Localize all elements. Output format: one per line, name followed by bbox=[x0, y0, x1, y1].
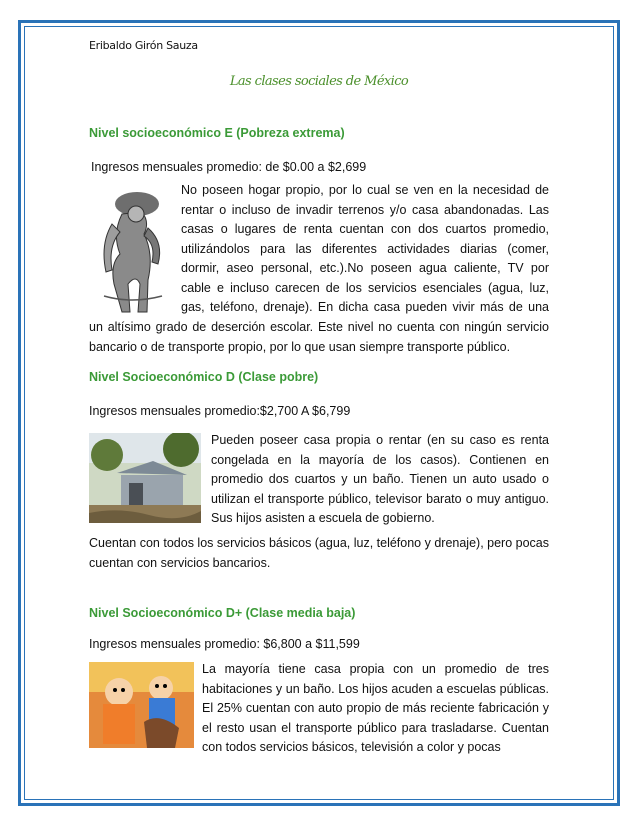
section-e-wrap-text: No poseen hogar propio, por lo cual se ven en la necesidad de rentar o incluso de invadir terrenos y/o casa abandonadas. Las casas o lugares de renta cuentan con dos cuartos promedio, utilizándolos para las diferentes actividades diarias (comer, dormir, aseo personal, etc.).No poseen agua caliente, TV por cable e incluso carecen de los servicios esenciales (agua, luz, gas, teléfono, drenaje). En dicha casa pueden vivir más de una bbox=[181, 183, 549, 314]
header-author: Eribaldo Girón Sauza bbox=[89, 39, 198, 52]
section-d-wrap-text: Pueden poseer casa propia o rentar (en su caso es renta congelada en la mayoría de los casos). Contienen en promedio dos cuartos y un baño. Tienen un auto usado o utilizan el transporte público, televisor barato o muy antiguo. Sus hijos asisten a escuela de gobierno. bbox=[211, 433, 549, 525]
section-e-full-text: un altísimo grado de deserción escolar. Este nivel no cuenta con ningún servicio bancario o de transporte propio, por lo que usan siempre transporte público. bbox=[89, 320, 549, 354]
section-e-heading: Nivel socioeconómico E (Pobreza extrema) bbox=[89, 126, 345, 140]
section-dplus-wrap-text: La mayoría tiene casa propia con un promedio de tres habitaciones y un baño. Los hijos acuden a escuelas públicas. El 25% cuentan con auto propio de más reciente fabricación y el resto usan el transporte público para trasladarse. Cuentan con todos servicios básicos, televisión a color y pocas bbox=[202, 662, 549, 754]
cartoon-family-image bbox=[89, 662, 194, 748]
section-d-heading: Nivel Socioeconómico D (Clase pobre) bbox=[89, 370, 319, 384]
shack-photo bbox=[89, 433, 201, 523]
section-d-full-text: Cuentan con todos los servicios básicos (agua, luz, teléfono y drenaje), pero pocas cuentan con servicios bancarios. bbox=[89, 536, 549, 570]
page-title: Las clases sociales de México bbox=[229, 74, 409, 89]
section-e-income: Ingresos mensuales promedio: de $0.00 a $2,699 bbox=[91, 160, 367, 174]
section-d-income: Ingresos mensuales promedio:$2,700 A $6,799 bbox=[89, 404, 351, 418]
section-dplus-heading: Nivel Socioeconómico D+ (Clase media baja) bbox=[89, 606, 356, 620]
beggar-illustration bbox=[92, 184, 172, 319]
section-dplus-income: Ingresos mensuales promedio: $6,800 a $11,599 bbox=[89, 637, 360, 651]
